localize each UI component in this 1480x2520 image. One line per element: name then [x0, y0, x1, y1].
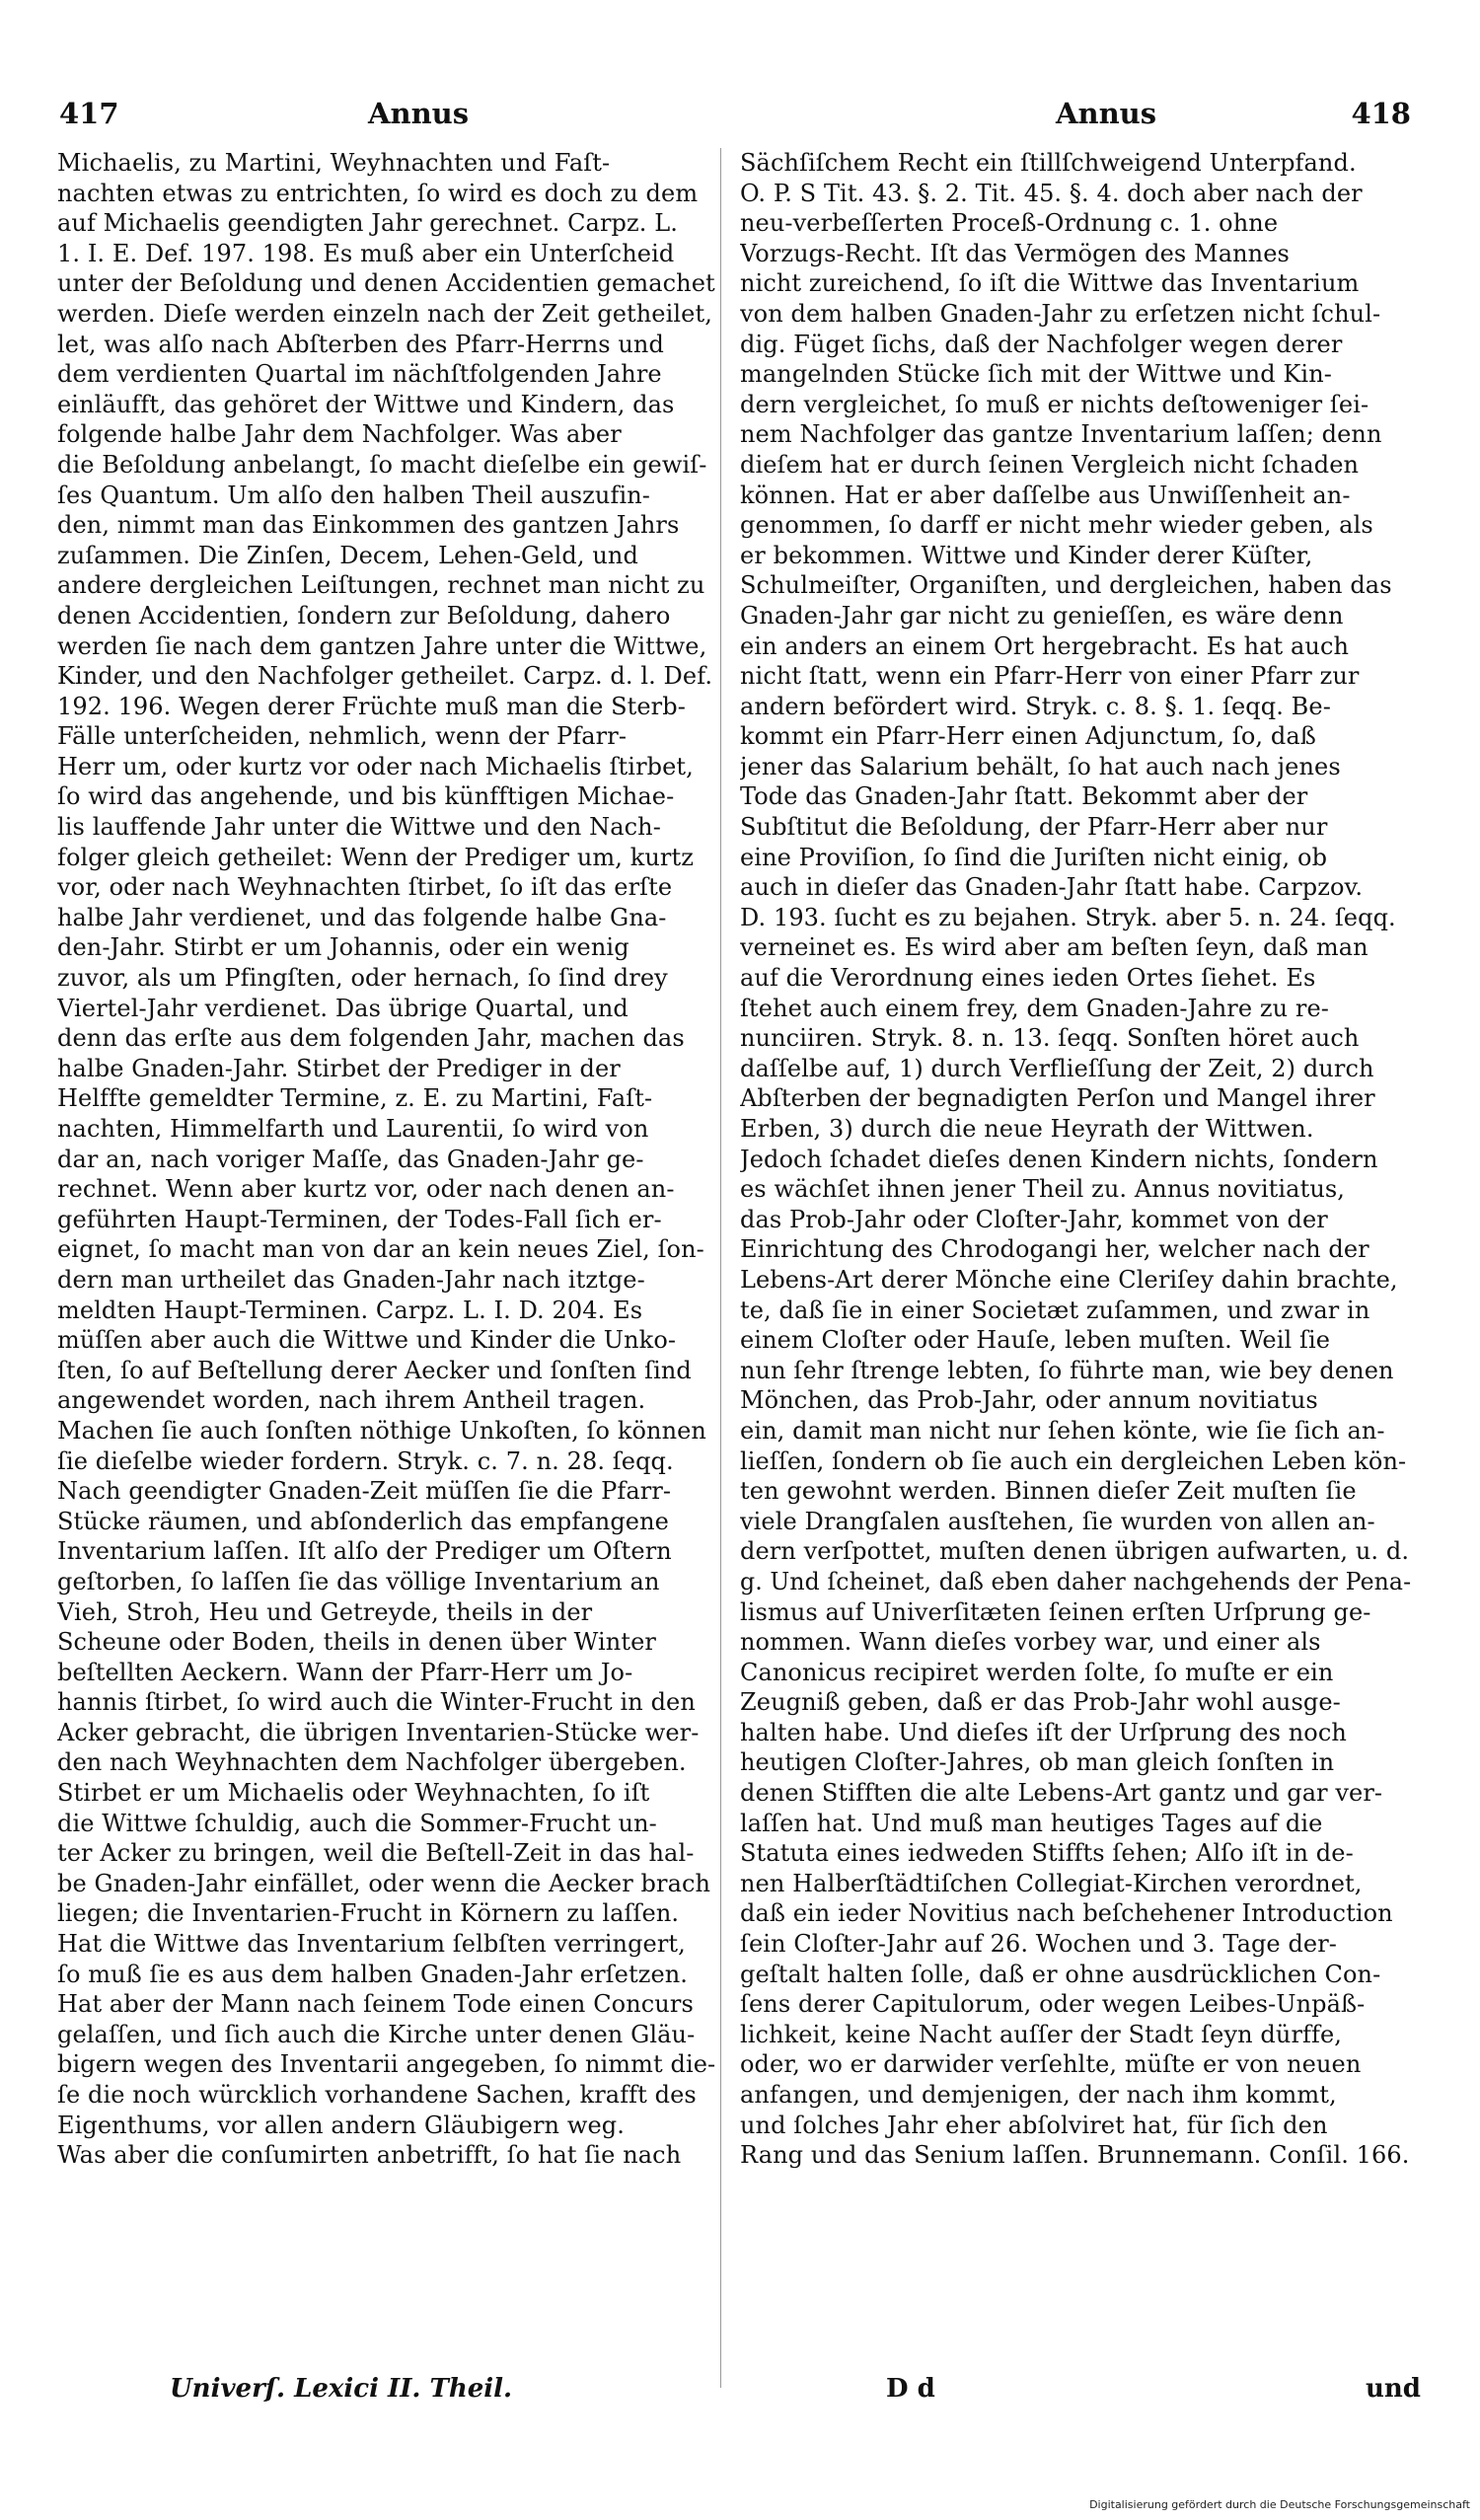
text-line: ein anders an einem Ort hergebracht. Es hat auch	[740, 631, 1350, 660]
running-title-left: Annus	[368, 97, 470, 130]
text-line: Erben, 3) durch die neue Heyrath der Wittwen.	[740, 1115, 1314, 1143]
text-line: können. Hat er aber daſſelbe aus Unwiſſenheit an-	[740, 481, 1351, 509]
catchword: und	[1366, 2374, 1421, 2404]
text-line: einläufft, das gehöret der Wittwe und Kindern, das	[57, 390, 675, 418]
text-line: viele Drangſalen ausſtehen, ſie wurden von allen an-	[740, 1507, 1375, 1535]
text-line: Fälle unterſcheiden, nehmlich, wenn der Pfarr-	[57, 722, 628, 751]
text-line: den nach Weyhnachten dem Nachfolger übergeben.	[57, 1748, 687, 1777]
text-line: daſſelbe auf, 1) durch Verflieſſung der Zeit, 2) durch	[740, 1054, 1374, 1082]
text-line: nicht ſtatt, wenn ein Pfarr-Herr von einer Pfarr zur	[740, 662, 1360, 691]
text-line: Vorzugs-Recht. Iſt das Vermögen des Mannes	[740, 239, 1290, 267]
text-line: Hat aber der Mann nach ſeinem Tode einen Concurs	[57, 1990, 694, 2019]
text-line: denn das erſte aus dem folgenden Jahr, machen das	[57, 1024, 685, 1053]
text-line: denen Stifften die alte Lebens-Art gantz und gar ver-	[740, 1779, 1383, 1808]
digitization-credit: Digitalisierung gefördert durch die Deutsche Forschungsgemeinschaft	[1089, 2498, 1470, 2511]
text-line: neu-verbeſſerten Proceß-Ordnung c. 1. ohne	[740, 209, 1279, 238]
text-line: ten gewohnt werden. Binnen dieſer Zeit muſten ſie	[740, 1477, 1357, 1506]
text-line: dern verſpottet, muſten denen übrigen aufwarten, u. d.	[740, 1537, 1410, 1566]
text-line: 1. I. E. Def. 197. 198. Es muß aber ein Unterſcheid	[57, 239, 675, 267]
text-line: lismus auf Univerſitæten ſeinen erſten Urſprung ge-	[740, 1597, 1371, 1626]
text-line: halbe Jahr verdienet, und das folgende halbe Gna-	[57, 903, 667, 931]
text-line: Rang und das Senium laſſen. Brunnemann. Conſil. 166.	[740, 2141, 1410, 2170]
text-line: ſe die noch würcklich vorhandene Sachen, krafft des	[57, 2081, 697, 2109]
text-line: Was aber die conſumirten anbetrifft, ſo hat ſie nach	[57, 2141, 682, 2170]
text-line: nen Halberſtädtiſchen Collegiat-Kirchen verordnet,	[740, 1869, 1363, 1897]
text-line: meldten Haupt-Terminen. Carpz. L. I. D. 204. Es	[57, 1296, 643, 1324]
text-line: halten habe. Und dieſes iſt der Urſprung des noch	[740, 1718, 1347, 1746]
text-line: halbe Gnaden-Jahr. Stirbet der Prediger in der	[57, 1054, 621, 1082]
text-line: müſſen aber auch die Wittwe und Kinder die Unko-	[57, 1326, 677, 1355]
text-line: Machen ſie auch ſonſten nöthige Unkoſten, ſo können	[57, 1416, 706, 1445]
text-line: werden ſie nach dem gantzen Jahre unter die Wittwe,	[57, 631, 707, 660]
text-line: unter der Beſoldung und denen Accidentien gemachet	[57, 269, 715, 298]
text-line: Herr um, oder kurtz vor oder nach Michaelis ſtirbet,	[57, 752, 694, 780]
page-number-left: 417	[59, 97, 119, 130]
text-line: O. P. S Tit. 43. §. 2. Tit. 45. §. 4. doch aber nach der	[740, 179, 1363, 207]
text-line: Schulmeiſter, Organiſten, und dergleichen, haben das	[740, 571, 1392, 600]
text-line: zuſammen. Die Zinſen, Decem, Lehen-Geld, und	[57, 541, 638, 569]
text-line: Eigenthums, vor allen andern Gläubigern weg.	[57, 2111, 625, 2139]
text-line: Inventarium laſſen. Iſt alſo der Prediger um Oſtern	[57, 1537, 672, 1566]
text-line: jener das Salarium behält, ſo hat auch nach jenes	[740, 752, 1341, 780]
text-line: nommen. Wann dieſes vorbey war, und einer als	[740, 1628, 1321, 1657]
text-line: oder, wo er darwider verſehlte, müſte er von neuen	[740, 2050, 1362, 2079]
text-line: gelaſſen, und ſich auch die Kirche unter denen Gläu-	[57, 2020, 696, 2048]
text-line: ſens derer Capitulorum, oder wegen Leibes-Unpäß-	[740, 1990, 1366, 2019]
text-line: dieſem hat er durch ſeinen Vergleich nicht ſchaden	[740, 450, 1360, 479]
text-line: Stirbet er um Michaelis oder Weyhnachten, ſo iſt	[57, 1779, 650, 1808]
text-line: geſtalt halten ſolle, daß er ohne ausdrücklichen Con-	[740, 1960, 1381, 1988]
text-line: Stücke räumen, und abſonderlich das empfangene	[57, 1507, 669, 1535]
text-line: verneinet es. Es wird aber am beſten ſeyn, daß man	[740, 933, 1369, 962]
text-line: werden. Dieſe werden einzeln nach der Zeit getheilet,	[57, 299, 712, 328]
text-line: es wächſet ihnen jener Theil zu. Annus novitiatus,	[740, 1175, 1346, 1204]
text-line: lis lauffende Jahr unter die Wittwe und den Nach-	[57, 813, 661, 842]
text-line: nun ſehr ſtrenge lebten, ſo führte man, wie bey denen	[740, 1356, 1394, 1384]
text-line: g. Und ſcheinet, daß eben daher nachgehends der Pena-	[740, 1567, 1412, 1595]
signature-line: Univerſ. Lexici II. Theil.	[170, 2374, 513, 2404]
text-line: den-Jahr. Stirbt er um Johannis, oder ein wenig	[57, 933, 629, 962]
text-line: Kinder, und den Nachfolger getheilet. Carpz. d. l. Def.	[57, 662, 713, 691]
text-line: Jedoch ſchadet dieſes denen Kindern nichts, ſondern	[740, 1145, 1378, 1173]
column-divider	[720, 148, 721, 2388]
right-text-column	[740, 148, 1411, 2171]
text-line: Statuta eines iedweden Stiffts ſehen; Alſo iſt in de-	[740, 1839, 1354, 1868]
text-line: Viertel-Jahr verdienet. Das übrige Quartal, und	[57, 994, 629, 1022]
left-text-column	[57, 148, 728, 2171]
text-line: auf Michaelis geendigten Jahr gerechnet. Carpz. L.	[57, 209, 678, 238]
text-line: ter Acker zu bringen, weil die Beſtell-Zeit in das hal-	[57, 1839, 695, 1868]
text-line: ſten, ſo auf Beſtellung derer Aecker und ſonſten ſind	[57, 1356, 692, 1384]
text-line: daß ein ieder Novitius nach beſchehener Introduction	[740, 1899, 1393, 1928]
page-header	[59, 97, 1411, 136]
text-line: Helffte gemeldter Termine, z. E. zu Martini, Faſt-	[57, 1084, 653, 1113]
text-line: Gnaden-Jahr gar nicht zu genieſſen, es wäre denn	[740, 601, 1344, 630]
text-line: ſes Quantum. Um alſo den halben Theil auszufin-	[57, 481, 651, 509]
text-line: beſtellten Aeckern. Wann der Pfarr-Herr um Jo-	[57, 1658, 633, 1686]
text-line: mangelnden Stücke ſich mit der Wittwe und Kin-	[740, 360, 1332, 389]
page-footer	[59, 2374, 1421, 2413]
text-line: Canonicus recipiret werden ſolte, ſo muſte er ein	[740, 1658, 1334, 1686]
text-line: folger gleich getheilet: Wenn der Prediger um, kurtz	[57, 843, 694, 871]
text-line: nachten, Himmelfarth und Laurentii, ſo wird von	[57, 1115, 649, 1143]
text-line: liegen; die Inventarien-Frucht in Körnern zu laſſen.	[57, 1899, 680, 1928]
text-line: rechnet. Wenn aber kurtz vor, oder nach denen an-	[57, 1175, 675, 1204]
text-line: Zeugniß geben, daß er das Prob-Jahr wohl ausge-	[740, 1688, 1341, 1717]
text-line: zuvor, als um Pfingſten, oder hernach, ſo ſind drey	[57, 964, 668, 993]
text-line: die Beſoldung anbelangt, ſo macht dieſelbe ein gewiſ-	[57, 450, 707, 479]
text-line: be Gnaden-Jahr einfället, oder wenn die Aecker brach	[57, 1869, 711, 1897]
text-line: nem Nachfolger das gantze Inventarium laſſen; denn	[740, 420, 1382, 449]
text-line: Acker gebracht, die übrigen Inventarien-Stücke wer-	[57, 1718, 700, 1746]
text-line: Hat die Wittwe das Inventarium ſelbſten verringert,	[57, 1930, 686, 1959]
text-line: dern vergleichet, ſo muß er nichts deſtoweniger ſei-	[740, 390, 1369, 418]
text-line: bigern wegen des Inventarii angegeben, ſo nimmt die-	[57, 2050, 716, 2079]
text-line: den, nimmt man das Einkommen des gantzen Jahrs	[57, 511, 680, 540]
custos-mark: D d	[886, 2374, 935, 2404]
text-line: das Prob-Jahr oder Cloſter-Jahr, kommet von der	[740, 1205, 1328, 1233]
text-line: ſo muß ſie es aus dem halben Gnaden-Jahr erſetzen.	[57, 1960, 689, 1988]
text-line: Abſterben der begnadigten Perſon und Mangel ihrer	[740, 1084, 1375, 1113]
text-line: Nach geendigter Gnaden-Zeit müſſen ſie die Pfarr-	[57, 1477, 672, 1506]
text-line: Vieh, Stroh, Heu und Getreyde, theils in der	[57, 1597, 593, 1626]
text-line: von dem halben Gnaden-Jahr zu erſetzen nicht ſchul-	[740, 299, 1381, 328]
text-line: 192. 196. Wegen derer Früchte muß man die Sterb-	[57, 692, 686, 720]
text-line: auch in dieſer das Gnaden-Jahr ſtatt habe. Carpzov.	[740, 873, 1364, 902]
text-line: nicht zureichend, ſo iſt die Wittwe das Inventarium	[740, 269, 1360, 298]
text-line: denen Accidentien, ſondern zur Beſoldung, dahero	[57, 601, 671, 630]
text-line: ſo wird das angehende, und bis künfftigen Michae-	[57, 782, 675, 811]
text-line: anfangen, und demjenigen, der nach ihm kommt,	[740, 2081, 1337, 2109]
text-line: Sächſiſchem Recht ein ſtillſchweigend Unterpfand.	[740, 149, 1357, 177]
text-line: Mönchen, das Prob-Jahr, oder annum novitiatus	[740, 1386, 1318, 1415]
text-line: ein, damit man nicht nur ſehen könte, wie ſie ſich an-	[740, 1416, 1385, 1445]
text-line: und ſolches Jahr eher abſolviret hat, für ſich den	[740, 2111, 1328, 2139]
text-line: dern man urtheilet das Gnaden-Jahr nach itztge-	[57, 1265, 645, 1294]
text-line: ſie dieſelbe wieder fordern. Stryk. c. 7. n. 28. ſeqq.	[57, 1446, 674, 1475]
text-line: lichkeit, keine Nacht auſſer der Stadt ſeyn dürffe,	[740, 2020, 1343, 2048]
text-line: andern befördert wird. Stryk. c. 8. §. 1. ſeqq. Be-	[740, 692, 1331, 720]
text-line: er bekommen. Wittwe und Kinder derer Küſter,	[740, 541, 1313, 569]
text-line: geführten Haupt-Terminen, der Todes-Fall ſich er-	[57, 1205, 662, 1233]
text-line: auf die Verordnung eines ieden Ortes ſiehet. Es	[740, 964, 1316, 993]
text-line: heutigen Cloſter-Jahres, ob man gleich ſonſten in	[740, 1748, 1335, 1777]
text-line: vor, oder nach Weyhnachten ſtirbet, ſo iſt das erſte	[57, 873, 673, 902]
text-line: lieſſen, ſondern ob ſie auch ein dergleichen Leben kön-	[740, 1446, 1407, 1475]
text-line: eine Proviſion, ſo ſind die Juriſten nicht einig, ob	[740, 843, 1328, 871]
text-line: Subſtitut die Beſoldung, der Pfarr-Herr aber nur	[740, 813, 1328, 842]
text-line: hannis ſtirbet, ſo wird auch die Winter-Frucht in den	[57, 1688, 696, 1717]
page-number-right: 418	[1351, 97, 1411, 130]
text-line: te, daß ſie in einer Societæt zuſammen, und zwar in	[740, 1296, 1370, 1324]
text-line: Lebens-Art derer Mönche eine Cleriſey dahin brachte,	[740, 1265, 1398, 1294]
text-line: let, was alſo nach Abſterben des Pfarr-Herrns und	[57, 330, 664, 358]
running-title-right: Annus	[1056, 97, 1157, 130]
text-line: Michaelis, zu Martini, Weyhnachten und Faſt-	[57, 149, 611, 177]
text-line: eignet, ſo macht man von dar an kein neues Ziel, ſon-	[57, 1235, 704, 1264]
text-line: folgende halbe Jahr dem Nachfolger. Was aber	[57, 420, 622, 449]
text-line: nunciiren. Stryk. 8. n. 13. ſeqq. Sonſten höret auch	[740, 1024, 1360, 1053]
text-line: dig. Füget ſichs, daß der Nachfolger wegen derer	[740, 330, 1343, 358]
text-line: Tode das Gnaden-Jahr ſtatt. Bekommt aber der	[740, 782, 1308, 811]
text-line: dar an, nach voriger Maſſe, das Gnaden-Jahr ge-	[57, 1145, 644, 1173]
text-line: einem Cloſter oder Hauſe, leben muſten. Weil ſie	[740, 1326, 1331, 1355]
text-line: nachten etwas zu entrichten, ſo wird es doch zu dem	[57, 179, 699, 207]
text-line: angewendet worden, nach ihrem Antheil tragen.	[57, 1386, 646, 1415]
text-line: Scheune oder Boden, theils in denen über Winter	[57, 1628, 656, 1657]
text-line: dem verdienten Quartal im nächſtfolgenden Jahre	[57, 360, 662, 389]
text-line: andere dergleichen Leiſtungen, rechnet man nicht zu	[57, 571, 705, 600]
text-line: kommt ein Pfarr-Herr einen Adjunctum, ſo, daß	[740, 722, 1316, 751]
text-line: die Wittwe ſchuldig, auch die Sommer-Frucht un-	[57, 1809, 657, 1837]
text-line: ſtehet auch einem frey, dem Gnaden-Jahre zu re-	[740, 994, 1330, 1022]
text-line: laſſen hat. Und muß man heutiges Tages auf die	[740, 1809, 1323, 1837]
text-line: D. 193. ſucht es zu bejahen. Stryk. aber 5. n. 24. ſeqq.	[740, 903, 1396, 931]
text-line: ſein Cloſter-Jahr auf 26. Wochen und 3. Tage der-	[740, 1930, 1338, 1959]
text-line: geſtorben, ſo laſſen ſie das völlige Inventarium an	[57, 1567, 660, 1595]
text-line: Einrichtung des Chrodogangi her, welcher nach der	[740, 1235, 1369, 1264]
text-line: genommen, ſo darff er nicht mehr wieder geben, als	[740, 511, 1373, 540]
